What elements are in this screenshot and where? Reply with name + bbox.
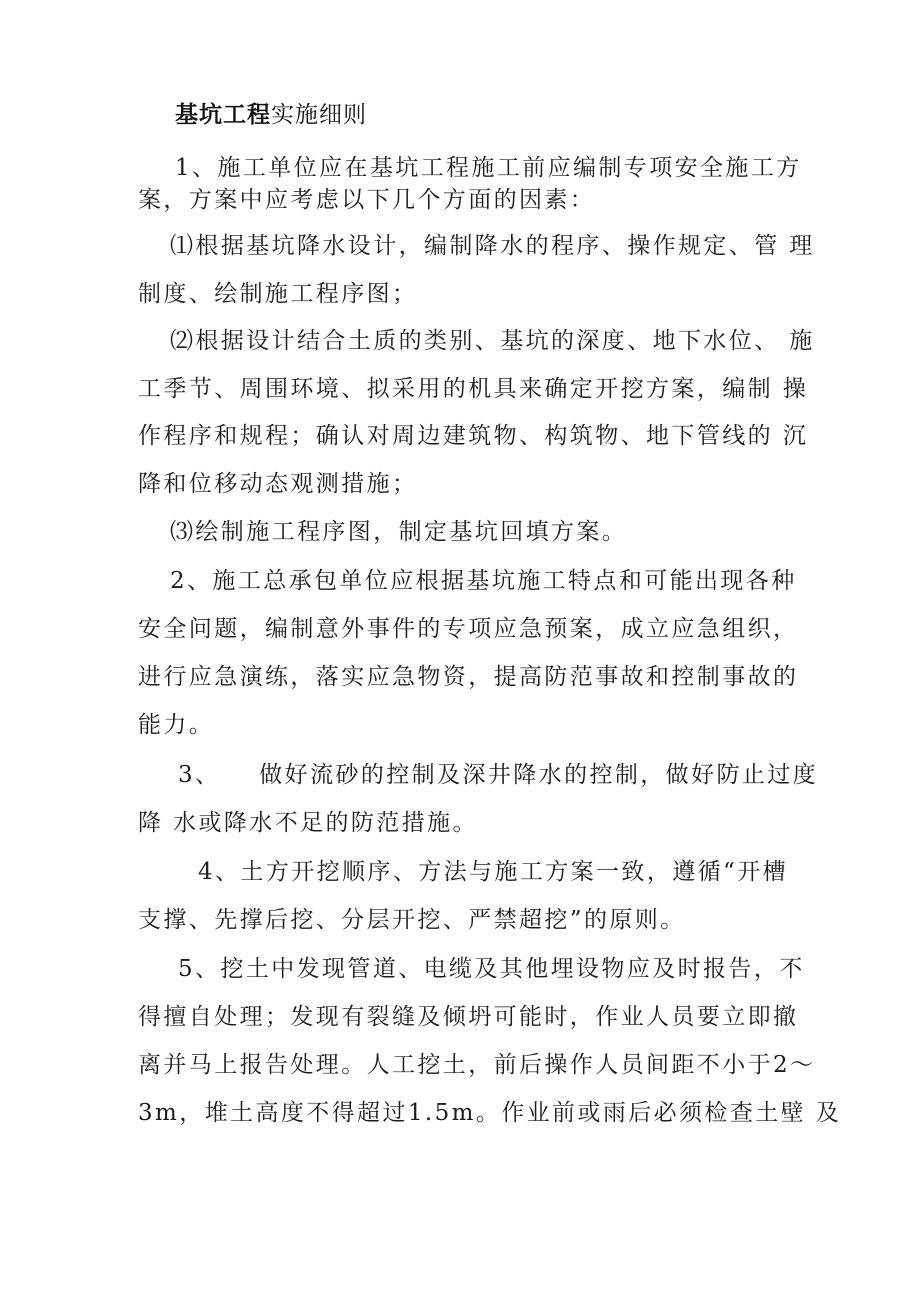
paragraph-4-line-1: 4、土方开挖顺序、方法与施工方案一致，遵循“开槽 [198, 859, 788, 885]
paragraph-3-line-2: 降 水或降水不足的防范措施。 [138, 810, 478, 836]
subitem-1-line-2: 制度、绘制施工程序图； [138, 281, 418, 307]
paragraph-2-line-1: 2、施工总承包单位应根据基坑施工特点和可能出现各种 [170, 568, 797, 594]
subitem-2-line-2: 工季节、周围环境、拟采用的机具来确定开挖方案，编制 操 [138, 376, 809, 402]
subitem-2-line-3: 作程序和规程；确认对周边建筑物、构筑物、地下管线的 沉 [138, 423, 809, 449]
paragraph-5-line-3: 离并马上报告处理。人工挖土，前后操作人员间距不小于2～ [138, 1052, 816, 1078]
paragraph-2-line-2: 安全问题，编制意外事件的专项应急预案，成立应急组织， [138, 616, 799, 642]
paragraph-5-line-1: 5、挖土中发现管道、电缆及其他埋设物应及时报告，不 [178, 956, 805, 982]
paragraph-1-line-2: 案，方案中应考虑以下几个方面的因素： [138, 187, 596, 213]
title-normal-part: 实施细则 [271, 102, 367, 128]
paragraph-5-line-2: 得擅自处理；发现有裂缝及倾坍可能时，作业人员要立即撤 [138, 1004, 799, 1030]
paragraph-4-line-2: 支撑、先撑后挖、分层开挖、严禁超挖”的原则。 [138, 907, 686, 933]
subitem-2-line-4: 降和位移动态观测措施； [138, 471, 418, 497]
paragraph-2-line-3: 进行应急演练，落实应急物资，提高防范事故和控制事故的 [138, 664, 799, 690]
paragraph-1-line-1: 1、施工单位应在基坑工程施工前应编制专项安全施工方 [175, 155, 802, 181]
paragraph-3-line-1: 3、 做好流砂的控制及深井降水的控制，做好防止过度 [178, 762, 819, 788]
title-bold-part: 基坑工程 [175, 102, 271, 128]
subitem-2-line-1: ⑵根据设计结合土质的类别、基坑的深度、地下水位、 施 [170, 328, 815, 354]
subitem-3-line-1: ⑶绘制施工程序图，制定基坑回填方案。 [170, 519, 628, 545]
paragraph-2-line-4: 能力。 [138, 712, 215, 738]
document-title [175, 100, 367, 130]
paragraph-5-line-4: 3m，堆土高度不得超过1.5m。作业前或雨后必须检查土壁 及 [138, 1100, 842, 1126]
subitem-1-line-1: ⑴根据基坑降水设计，编制降水的程序、操作规定、管 理 [170, 233, 815, 259]
